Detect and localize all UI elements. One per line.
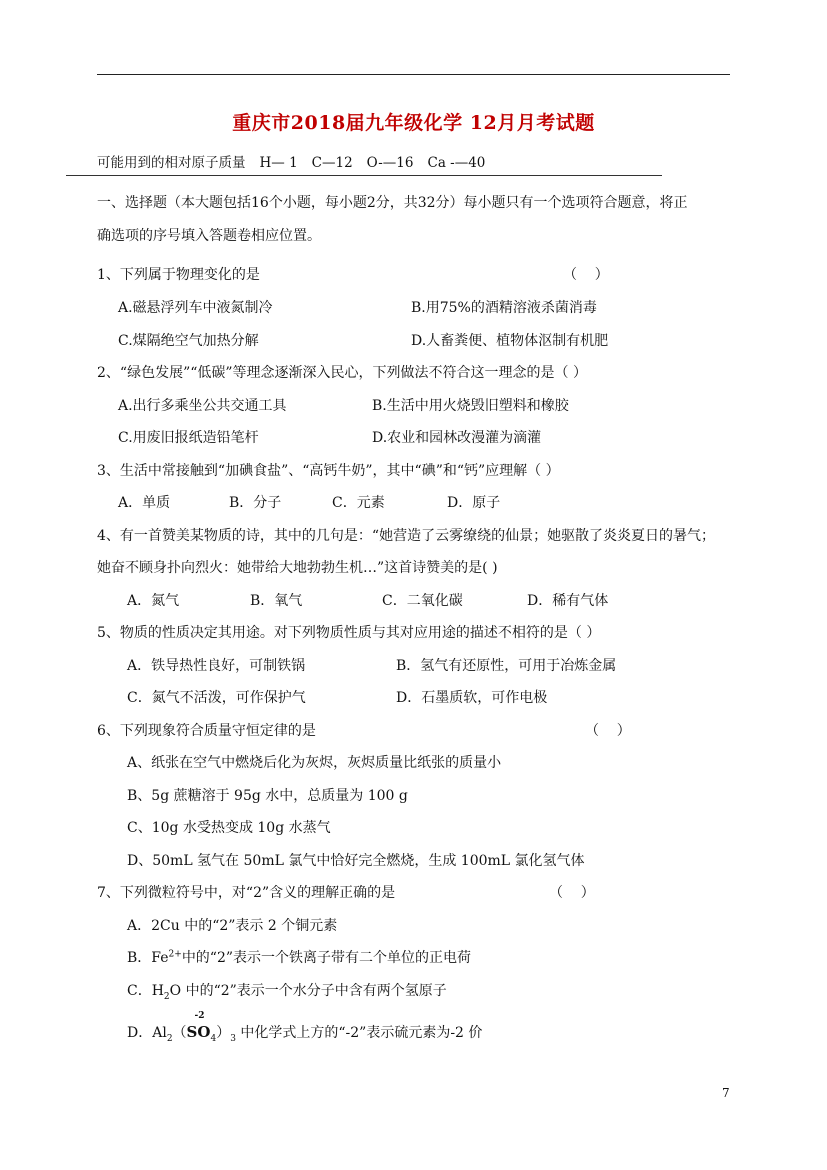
q7-answer-blank: （ ）: [549, 885, 595, 901]
q7-option-d: [127, 1011, 483, 1044]
q5-option-c: C．氮气不活泼，可作保护气: [127, 690, 306, 706]
q7-c-text: O 中的“2”表示一个水分子中含有两个氢原子: [169, 983, 447, 999]
section-instructions-line1: 一、选择题（本大题包括16个小题，每小题2分，共32分）每小题只有一个选项符合题意，将正: [97, 195, 688, 211]
section-instructions-line2: 确选项的序号填入答题卷相应位置。: [97, 228, 321, 244]
q7-stem: 7、下列微粒符号中，对“2”含义的理解正确的是: [97, 885, 396, 901]
q1-option-c: C.煤隔绝空气加热分解: [118, 333, 259, 349]
q4-option-c: C．二氧化碳: [382, 593, 463, 609]
q4-stem-line1: 4、有一首赞美某物质的诗，其中的几句是：“她营造了云雾缭绕的仙景；她驱散了炎炎夏日的暑气；: [97, 528, 716, 544]
q1-option-b: B.用75%的酒精溶液杀菌消毒: [411, 300, 597, 316]
q5-option-d: D．石墨质软，可作电极: [396, 690, 548, 706]
q7-d-group-subscript: 3: [230, 1033, 236, 1044]
q7-d-o-subscript: 4: [210, 1033, 217, 1044]
q6-option-d: D、50mL 氢气在 50mL 氯气中恰好完全燃烧，生成 100mL 氯化氢气体: [127, 853, 585, 869]
q1-option-d: D.人畜粪便、植物体沤制有机肥: [411, 333, 609, 349]
q1-stem: 1、下列属于物理变化的是: [97, 267, 260, 283]
top-rule: [97, 74, 730, 75]
q7-c-subscript: 2: [163, 991, 170, 1002]
q5-option-a: A．铁导热性良好，可制铁锅: [127, 658, 306, 674]
q7-d-so: SO: [186, 1023, 211, 1041]
q7-option-a: A．2Cu 中的“2”表示 2 个铜元素: [127, 918, 338, 934]
q4-option-a: A．氮气: [127, 593, 180, 609]
q6-answer-blank: （ ）: [585, 723, 631, 739]
q3-option-c: C．元素: [332, 495, 385, 511]
q2-option-a: A.出行多乘坐公共交通工具: [118, 398, 287, 414]
q7-b-text: 中的“2”表示一个铁离子带有二个单位的正电荷: [181, 950, 472, 966]
q2-option-d: D.农业和园林改漫灌为滴灌: [372, 430, 542, 446]
q4-stem-line2: 她奋不顾身扑向烈火：她带给大地勃勃生机…”这首诗赞美的是( ): [97, 560, 498, 576]
q7-d-close-paren: ）: [216, 1025, 231, 1041]
q4-option-d: D．稀有气体: [527, 593, 609, 609]
q7-d-prefix: D．Al: [127, 1025, 167, 1041]
q5-option-b: B．氢气有还原性，可用于冶炼金属: [396, 658, 617, 674]
mass-c: C—12: [311, 155, 353, 171]
header-rule: [66, 175, 662, 176]
q5-stem: 5、物质的性质决定其用途。对下列物质性质与其对应用途的描述不相符的是（ ）: [97, 625, 601, 641]
q3-stem: 3、生活中常接触到“加碘食盐”、“高钙牛奶”，其中“碘”和“钙”应理解（ ）: [97, 463, 560, 479]
q7-b-prefix: B．Fe: [127, 950, 169, 966]
q2-option-c: C.用废旧报纸造铅笔杆: [118, 430, 259, 446]
q7-d-al-subscript: 2: [166, 1033, 173, 1044]
q6-stem: 6、下列现象符合质量守恒定律的是: [97, 723, 316, 739]
mass-ca: Ca -—40: [427, 155, 486, 171]
q7-b-charge: 2+: [168, 949, 182, 960]
q2-option-b: B.生活中用火烧毁旧塑料和橡胶: [372, 398, 569, 414]
q7-option-c: [127, 980, 447, 1002]
atomic-masses-line: [97, 151, 499, 171]
q1-option-a: A.磁悬浮列车中液氮制冷: [118, 300, 273, 316]
q7-c-prefix: C．H: [127, 983, 164, 999]
page-number: 7: [722, 1086, 730, 1100]
atomic-masses-label: 可能用到的相对原子质量: [97, 155, 246, 171]
q7-d-sulfate: [186, 1011, 211, 1041]
q2-stem: 2、“绿色发展”“低碳”等理念逐渐深入民心，下列做法不符合这一理念的是（ ）: [97, 365, 587, 381]
q1-answer-blank: （ ）: [563, 267, 609, 283]
q3-option-d: D．原子: [447, 495, 501, 511]
q7-d-open-paren: （: [172, 1025, 187, 1041]
q3-option-b: B．分子: [229, 495, 282, 511]
q7-d-valence: -2: [194, 1011, 205, 1021]
q7-d-text: 中化学式上方的“-2”表示硫元素为-2 价: [235, 1025, 483, 1041]
q4-option-b: B．氧气: [250, 593, 303, 609]
mass-o: O-—16: [366, 155, 414, 171]
q3-option-a: A．单质: [118, 495, 171, 511]
q6-option-b: B、5g 蔗糖溶于 95g 水中，总质量为 100 g: [127, 788, 408, 804]
q7-option-b: [127, 947, 471, 967]
mass-h: H— 1: [259, 155, 298, 171]
q6-option-c: C、10g 水受热变成 10g 水蒸气: [127, 820, 331, 836]
page-title: 重庆市2018届九年级化学 12月月考试题: [232, 112, 595, 134]
q6-option-a: A、纸张在空气中燃烧后化为灰烬，灰烬质量比纸张的质量小: [127, 755, 502, 771]
